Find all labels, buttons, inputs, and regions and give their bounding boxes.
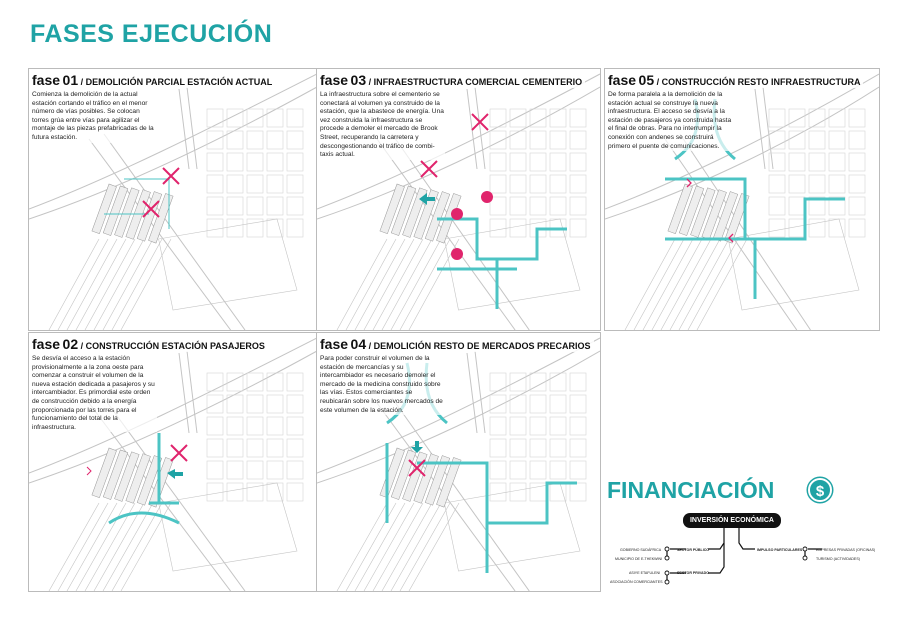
phase-heading bbox=[608, 72, 863, 88]
phase-title: / INFRAESTRUCTURA COMERCIAL CEMENTERIO bbox=[368, 77, 583, 87]
phase-number: 02 bbox=[62, 336, 79, 352]
phase-label: fase bbox=[32, 72, 61, 88]
phase-heading bbox=[320, 336, 594, 352]
phase-title: / CONSTRUCCIÓN ESTACIÓN PASAJEROS bbox=[80, 341, 265, 351]
phase-description: La infraestructura sobre el cementerio se conectará al volumen ya construido de la estación, que la abastece de energía. Una vez construida la infraestructura se procede a demoler el mercado de Brook Street, recuperando la carretera y descongestionando el tráfico de combi-taxis actual. bbox=[320, 91, 444, 159]
phase-number: 01 bbox=[62, 72, 79, 88]
private-sector-item: ASOCIACIÓN COMERCIANTES bbox=[610, 580, 663, 584]
public-sector-label: SECTOR PÚBLICO bbox=[677, 548, 710, 552]
phase-number: 04 bbox=[350, 336, 367, 352]
private-sector-label: SECTOR PRIVADO bbox=[677, 571, 710, 575]
particular-item: EMPRESAS PRIVADAS (OFICINAS) bbox=[816, 548, 876, 552]
phase-heading bbox=[32, 72, 275, 88]
phase-description: Para poder construir el volumen de la estación de mercancías y su intercambiador es necesario demoler el mercado de la medicina construido sobre las vías. Estos comerciantes se reubicarán sobre los nuevos mercados de este volumen de la estación. bbox=[320, 355, 445, 415]
phase-heading bbox=[32, 336, 268, 352]
dollar-icon: $ bbox=[808, 478, 832, 502]
particular-label: IMPULSO PARTICULARES bbox=[757, 548, 803, 552]
phase-description: De forma paralela a la demolición de la estación actual se construye la nueva infraestructura. El acceso se desvía a la estación de pasajeros ya construida hasta el final de obras. Para no interrumpir la conexión con andenes se construirá primero el puente de comunicaciones. bbox=[608, 91, 732, 150]
phase-panel-02 bbox=[28, 332, 318, 592]
phase-panel-04 bbox=[316, 332, 601, 592]
demolition-cross-icon bbox=[421, 161, 437, 177]
phase-panel-03 bbox=[316, 68, 601, 331]
public-sector-item: MUNICIPIO DE E-THEKWINI bbox=[615, 557, 663, 561]
demolition-cross-icon bbox=[163, 168, 179, 184]
phase-label: fase bbox=[320, 72, 349, 88]
phase-number: 03 bbox=[350, 72, 367, 88]
phase-title: / CONSTRUCCIÓN RESTO INFRAESTRUCTURA bbox=[656, 77, 861, 87]
financing-title: FINANCIACIÓN bbox=[607, 477, 775, 503]
phase-panel-01 bbox=[28, 68, 318, 331]
energy-icon bbox=[451, 248, 463, 260]
phase-description: Comienza la demolición de la actual estación cortando el tráfico en el menor número de vías posibles. Se colocan torres grúa entre vías para agilizar el montaje de las piezas prefabricadas de la futura estación. bbox=[32, 91, 157, 143]
phase-label: fase bbox=[608, 72, 637, 88]
private-sector-item: ASIYE ETAFULENI bbox=[629, 571, 661, 575]
phase-label: fase bbox=[320, 336, 349, 352]
demolition-cross-icon bbox=[171, 445, 187, 461]
phase-number: 05 bbox=[638, 72, 655, 88]
phase-panel-05 bbox=[604, 68, 880, 331]
phase-heading bbox=[320, 72, 585, 88]
phase-description: Se desvía el acceso a la estación provisionalmente a la zona oeste para comenzar a construir el volumen de la nueva estación dedicada a pasajeros y su intercambiador. Es primordial este orden de construcción debido a la energía proporcionada por las torres para el funcionamiento del total de la infraestructura. bbox=[32, 355, 157, 432]
particular-item: TURISMO (ACTIVIDADES) bbox=[816, 557, 860, 561]
energy-icon bbox=[451, 208, 463, 220]
phase-label: fase bbox=[32, 336, 61, 352]
phase-title: / DEMOLICIÓN RESTO DE MERCADOS PRECARIOS bbox=[368, 341, 591, 351]
investment-root-node: INVERSIÓN ECONÓMICA bbox=[683, 513, 781, 528]
page-title: FASES EJECUCIÓN bbox=[30, 20, 273, 48]
phase-title: / DEMOLICIÓN PARCIAL ESTACIÓN ACTUAL bbox=[80, 77, 273, 87]
public-sector-item: GOBIERNO SUDÁFRICA bbox=[620, 548, 662, 552]
energy-icon bbox=[481, 191, 493, 203]
